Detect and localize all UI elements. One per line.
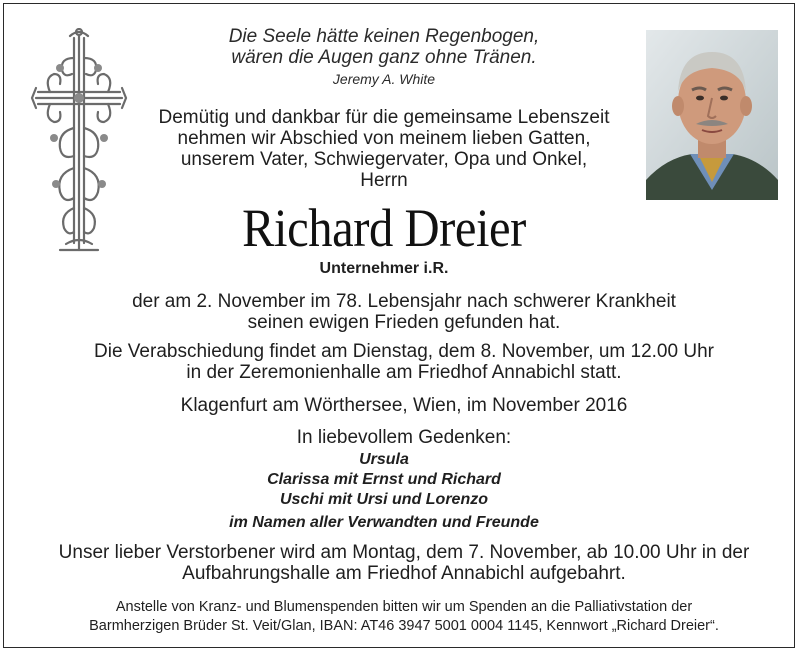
obituary-card xyxy=(3,3,795,648)
intro-line: nehmen wir Abschied von meinem lieben Gatten, xyxy=(177,128,591,149)
quote-block xyxy=(144,26,624,90)
quote-author: Jeremy A. White xyxy=(332,71,436,87)
laying-out-line: Aufbahrungshalle am Friedhof Annabichl aufgebahrt. xyxy=(182,563,626,584)
death-line: der am 2. November im 78. Lebensjahr nach schwerer Krankheit xyxy=(132,291,676,312)
quote-line: Die Seele hätte keinen Regenbogen, xyxy=(228,26,540,47)
intro-line: Demütig und dankbar für die gemeinsame Lebenszeit xyxy=(158,107,610,128)
donation-line: Barmherzigen Brüder St. Veit/Glan, IBAN: AT46 3947 5001 0004 1145, Kennwort „Richard Dreier“. xyxy=(89,618,719,634)
deceased-name: Richard Dreier xyxy=(242,198,526,258)
mourners-relatives: im Namen aller Verwandten und Freunde xyxy=(229,514,539,531)
death-line: seinen ewigen Frieden gefunden hat. xyxy=(247,312,561,333)
mourner-name: Ursula xyxy=(359,451,409,468)
quote-line: wären die Augen ganz ohne Tränen. xyxy=(231,47,537,68)
death-paragraph xyxy=(24,291,784,333)
intro-text xyxy=(144,107,624,191)
laying-out-paragraph xyxy=(24,542,784,584)
intro-line: unserem Vater, Schwiegervater, Opa und Onkel, xyxy=(180,149,588,170)
memory-line: In liebevollem Gedenken: xyxy=(296,427,512,448)
mourners-list xyxy=(144,450,624,533)
farewell-line: Die Verabschiedung findet am Dienstag, dem 8. November, um 12.00 Uhr xyxy=(94,341,714,362)
intro-line: Herrn xyxy=(360,170,408,191)
deceased-occupation: Unternehmer i.R. xyxy=(319,260,449,277)
farewell-paragraph xyxy=(24,341,784,383)
laying-out-line: Unser lieber Verstorbener wird am Montag, dem 7. November, ab 10.00 Uhr in der xyxy=(58,542,750,563)
portrait-photo xyxy=(646,30,778,200)
donation-note xyxy=(24,598,784,636)
place-date: Klagenfurt am Wörthersee, Wien, im November 2016 xyxy=(180,395,628,416)
donation-line: Anstelle von Kranz- und Blumenspenden bitten wir um Spenden an die Palliativstation der xyxy=(115,599,693,615)
mourner-name: Clarissa mit Ernst und Richard xyxy=(267,471,501,488)
portrait-illustration xyxy=(646,30,778,200)
mourner-name: Uschi mit Ursi und Lorenzo xyxy=(279,491,488,508)
farewell-line: in der Zeremonienhalle am Friedhof Annabichl statt. xyxy=(186,362,622,383)
ornamental-cross-icon xyxy=(30,28,128,258)
